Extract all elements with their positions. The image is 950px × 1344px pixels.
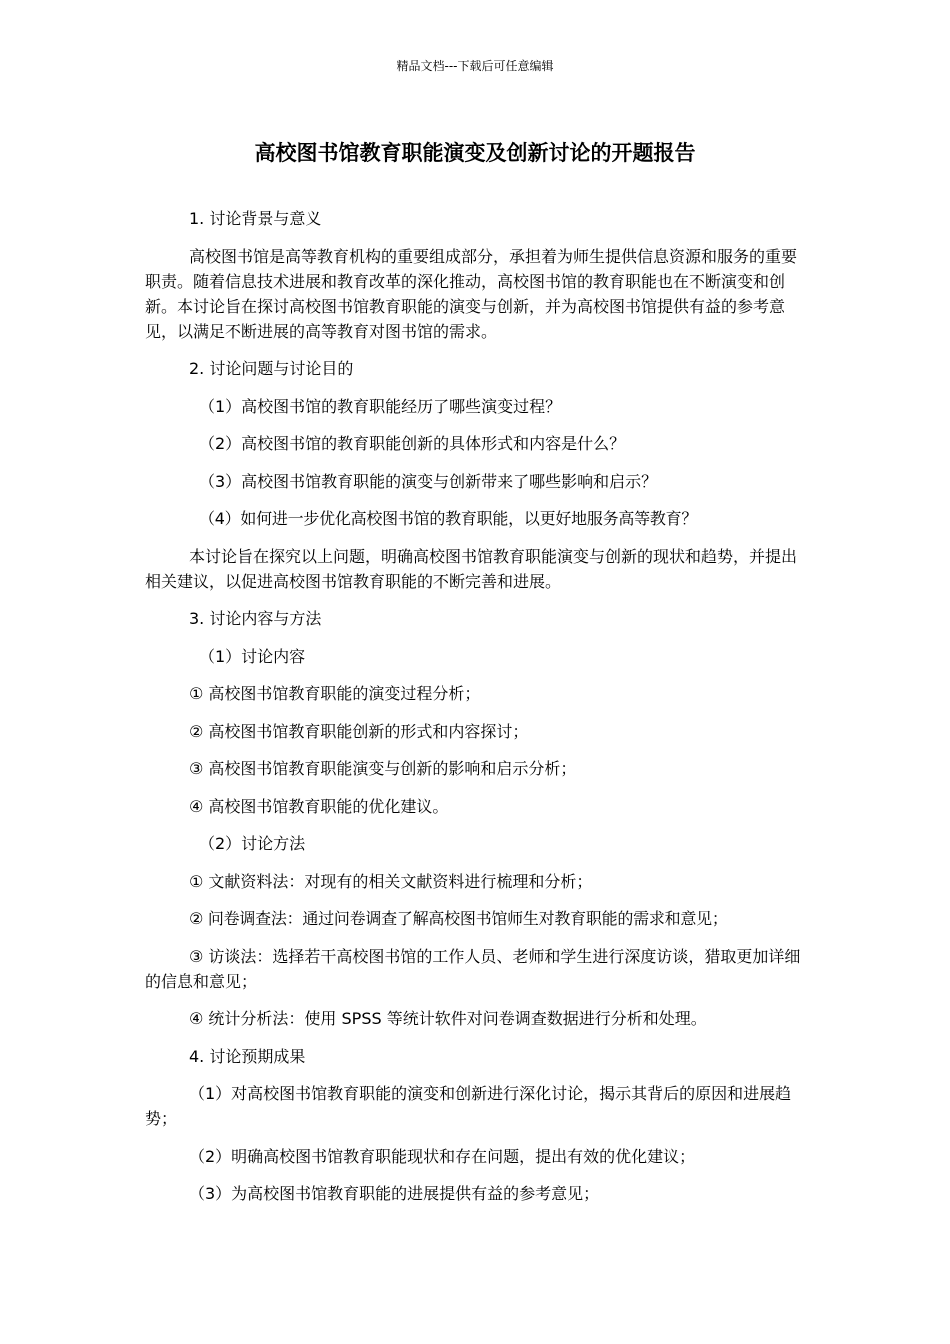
document-body	[145, 206, 810, 1219]
subsection-heading-content: （1）讨论内容	[199, 646, 306, 666]
question-item-4: （4）如何进一步优化高校图书馆的教育职能，以更好地服务高等教育？	[199, 509, 698, 528]
outcome-item-2: （2）明确高校图书馆教育职能现状和存在问题，提出有效的优化建议；	[189, 1146, 696, 1166]
section-heading-questions: 2. 讨论问题与讨论目的	[189, 359, 354, 378]
subsection-heading-method: （2）讨论方法	[199, 834, 306, 853]
method-item-4: ④ 统计分析法：使用 SPSS 等统计软件对问卷调查数据进行分析和处理。	[189, 1009, 707, 1028]
document-title: 高校图书馆教育职能演变及创新讨论的开题报告	[254, 141, 696, 165]
content-item-1: ① 高校图书馆教育职能的演变过程分析；	[189, 684, 481, 703]
question-item-2: （2）高校图书馆的教育职能创新的具体形式和内容是什么？	[199, 434, 626, 453]
content-item-4: ④ 高校图书馆教育职能的优化建议。	[189, 796, 449, 816]
section-heading-background: 1. 讨论背景与意义	[189, 209, 322, 228]
question-item-1: （1）高校图书馆的教育职能经历了哪些演变过程？	[199, 396, 562, 416]
paragraph-background: 高校图书馆是高等教育机构的重要组成部分，承担着为师生提供信息资源和服务的重要职责。随着信息技术进展和教育改革的深化推动，高校图书馆的教育职能也在不断演变和创新。本讨论旨在探讨高校图书馆教育职能的演变与创新，并为高校图书馆提供有益的参考意见，以满足不断进展的高等教育对图书馆的需求。	[145, 246, 798, 341]
section-heading-content-method: 3. 讨论内容与方法	[189, 609, 322, 628]
outcome-item-1: （1）对高校图书馆教育职能的演变和创新进行深化讨论，揭示其背后的原因和进展趋势；	[145, 1084, 792, 1128]
content-item-2: ② 高校图书馆教育职能创新的形式和内容探讨；	[189, 721, 529, 741]
content-item-3: ③ 高校图书馆教育职能演变与创新的影响和启示分析；	[189, 759, 577, 778]
paragraph-purpose: 本讨论旨在探究以上问题，明确高校图书馆教育职能演变与创新的现状和趋势，并提出相关建议，以促进高校图书馆教育职能的不断完善和进展。	[145, 546, 798, 591]
header-note: 精品文档---下载后可任意编辑	[396, 59, 554, 73]
outcome-item-3: （3）为高校图书馆教育职能的进展提供有益的参考意见；	[189, 1184, 600, 1203]
method-item-1: ① 文献资料法：对现有的相关文献资料进行梳理和分析；	[189, 871, 593, 891]
method-item-3: ③ 访谈法：选择若干高校图书馆的工作人员、老师和学生进行深度访谈，猎取更加详细的信息和意见；	[145, 946, 801, 991]
section-heading-outcomes: 4. 讨论预期成果	[189, 1046, 306, 1066]
method-item-2: ② 问卷调查法：通过问卷调查了解高校图书馆师生对教育职能的需求和意见；	[189, 909, 728, 928]
question-item-3: （3）高校图书馆教育职能的演变与创新带来了哪些影响和启示？	[199, 471, 658, 491]
